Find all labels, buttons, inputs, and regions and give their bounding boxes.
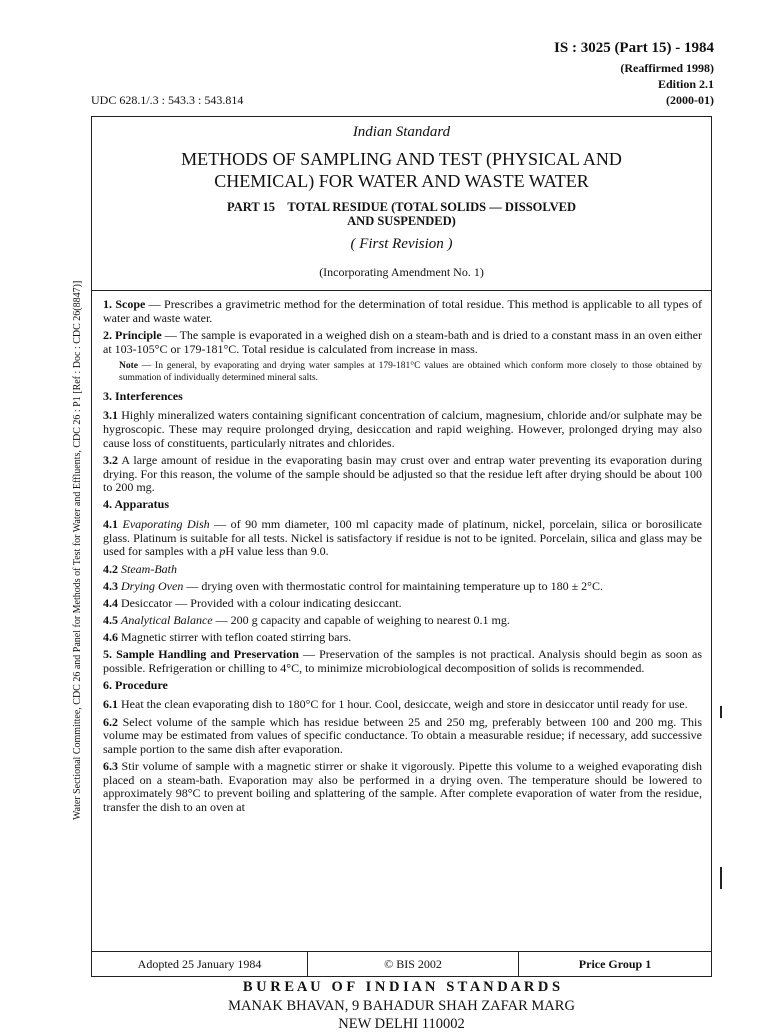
clause-term: Drying Oven: [121, 578, 184, 593]
clause-text: Select volume of the sample which has residue between 25 and 250 mg, preferably between 100 and 200 mg. This volume may be estimated from values of specific conductance. To obtain a measurable residue; if necessary, add successive sample portion to the same dish after evaporation.: [103, 714, 702, 756]
clause-text: — drying oven with thermostatic control for maintaining temperature up to 180 ± 2°C.: [183, 578, 603, 593]
amendment-label: (Incorporating Amendment No. 1): [319, 265, 484, 279]
note-text: — In general, by evaporating and drying water samples at 179-181°C values are obtained which conform more closely to those obtained by summation of individually determined mineral salts.: [119, 360, 702, 383]
edition-label: Edition 2.1: [657, 77, 714, 91]
note: [119, 360, 702, 384]
main-title-line-2: CHEMICAL) FOR WATER AND WASTE WATER: [214, 171, 589, 191]
edition-date: (2000-01): [666, 93, 714, 107]
copyright: © BIS 2002: [308, 952, 519, 976]
publisher-city: NEW DELHI 110002: [338, 1016, 465, 1032]
section-text: — Preservation of the samples is not practical. Analysis should begin as soon as possible. Refrigeration or chilling to 4°C, to minimize microbiological decomposition of solids is recommended.: [103, 646, 703, 675]
footer-table: [91, 952, 712, 977]
publisher-address: MANAK BHAVAN, 9 BAHADUR SHAH ZAFAR MARG: [228, 998, 575, 1014]
section-heading: 5. Sample Handling and Preservation: [103, 646, 299, 661]
clause-4-1: [103, 518, 702, 559]
committee-side-text: Water Sectional Committee, CDC 26 and Panel for Methods of Test for Water and Effluents, CDC 26 : P1 [Ref : Doc : CDC 26(8847)]: [72, 280, 83, 820]
main-title-line-1: METHODS OF SAMPLING AND TEST (PHYSICAL AND: [181, 149, 622, 169]
clause-number: 4.4: [103, 595, 118, 610]
clause-3-1: [103, 409, 702, 450]
note-heading: Note: [119, 360, 138, 371]
clause-number: 6.2: [103, 714, 118, 729]
clause-number: 4.5: [103, 612, 118, 627]
clause-6-3: [103, 760, 702, 815]
clause-3-2: [103, 454, 702, 495]
clause-6-2: [103, 716, 702, 757]
clause-4-5: [103, 614, 702, 628]
clause-term: Analytical Balance: [121, 612, 213, 627]
section-scope: [103, 298, 702, 325]
price-group: Price Group 1: [578, 956, 652, 971]
clause-4-3: [103, 580, 702, 594]
part-title-line-1: PART 15 TOTAL RESIDUE (TOTAL SOLIDS — DISSOLVED: [227, 200, 576, 214]
change-bar-marker: [720, 867, 722, 889]
clause-term: Evaporating Dish: [122, 517, 210, 531]
standard-number: IS : 3025 (Part 15) - 1984: [554, 40, 714, 56]
clause-4-4: [103, 597, 702, 611]
clause-4-6: [103, 631, 702, 645]
ph-symbol: p: [219, 544, 226, 559]
clause-number: 6.3: [103, 759, 118, 774]
clause-number: 4.1: [103, 517, 118, 531]
reaffirmed-note: (Reaffirmed 1998): [620, 61, 714, 75]
clause-term: Steam-Bath: [121, 561, 177, 576]
clause-number: 3.2: [103, 452, 118, 467]
revision-label: ( First Revision ): [350, 236, 453, 252]
clause-4-2: [103, 563, 702, 577]
section-apparatus-heading: 4. Apparatus: [103, 497, 170, 512]
section-interferences-heading: 3. Interferences: [103, 388, 183, 403]
clause-text: Heat the clean evaporating dish to 180°C for 1 hour. Cool, desiccate, weigh and store in desiccator until ready for use.: [118, 697, 688, 712]
section-text: — Prescribes a gravimetric method for the determination of total residue. This method is applicable to all types of water and waste water.: [103, 297, 703, 325]
indian-standard-label: Indian Standard: [352, 124, 451, 140]
main-title: [92, 148, 711, 192]
clause-text: A large amount of residue in the evaporating basin may crust over and entrap water preventing its evaporation during drying. For this reason, the volume of the sample should be adjusted so that the residue left after drying should be about 100 to 200 mg.: [103, 452, 702, 495]
clause-text: — 200 g capacity and capable of weighing to nearest 0.1 mg.: [212, 612, 510, 627]
clause-text: Highly mineralized waters containing significant concentration of calcium, magnesium, chloride and/or sulphate may be hygroscopic. These may require prolonged drying, desiccation and rapid weighing. However, prolonged drying may also cause loss of constituents, particularly nitrates and chlorides.: [103, 408, 702, 450]
document-frame: [91, 116, 712, 952]
section-principle: [103, 329, 702, 356]
clause-text: Magnetic stirrer with teflon coated stirring bars.: [118, 629, 352, 644]
udc-code: UDC 628.1/.3 : 543.3 : 543.814: [91, 93, 244, 107]
title-block: [92, 117, 711, 291]
clause-number: 4.2: [103, 561, 118, 576]
adopted-date: Adopted 25 January 1984: [92, 952, 308, 976]
clause-number: 3.1: [103, 408, 118, 423]
document-body: [103, 298, 702, 818]
section-text: — The sample is evaporated in a weighed dish on a steam-bath and is dried to a constant mass in an oven either at 103-105°C or 179-181°C. Total residue is calculated from increase in mass.: [103, 327, 702, 356]
clause-text: Stir volume of sample with a magnetic stirrer or shake it vigorously. Pipette this volume to a weighed evaporating dish placed on a steam-bath. Evaporation may also be performed in a drying oven. The temperature should be lowered to approximately 98°C to prevent boiling and splattering of the sample. After complete evaporation of water from the residue, transfer the dish to an oven at: [103, 759, 702, 815]
clause-text: — of 90 mm diameter, 100 ml capacity made of platinum, nickel, porcelain, silica or borosilicate glass. Platinum is suitable for all tests. Nickel is satisfactory if residue is not to be ignited. Porcelain, silica and glass may be used for samples with a: [103, 517, 703, 559]
clause-number: 6.1: [103, 697, 118, 712]
clause-number: 4.3: [103, 578, 118, 593]
clause-number: 4.6: [103, 629, 118, 644]
section-heading: 1. Scope: [103, 297, 146, 311]
section-heading: 2. Principle: [103, 327, 162, 342]
section-handling: [103, 648, 702, 675]
clause-6-1: [103, 698, 702, 712]
change-bar-marker: [720, 706, 722, 718]
part-title: [92, 200, 711, 228]
clause-text-end: H value less than 9.0.: [225, 544, 329, 559]
section-procedure-heading: 6. Procedure: [103, 677, 168, 692]
publisher-name: B U R E A U O F I N D I A N S T A N D A R D S: [242, 979, 561, 995]
clause-text: Desiccator — Provided with a colour indicating desiccant.: [118, 595, 402, 610]
part-title-line-2: AND SUSPENDED): [347, 214, 456, 228]
